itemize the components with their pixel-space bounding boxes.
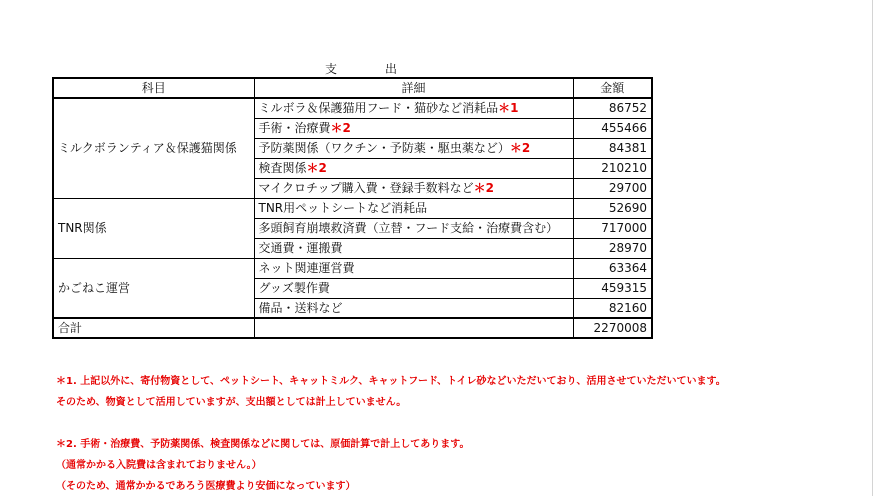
detail-cell [254,178,573,198]
amount-cell: 63364 [573,258,652,278]
detail-cell [254,238,573,258]
detail-text: ミルボラ＆保護猫用フード・猫砂など消耗品 [258,101,499,116]
note-2-line-2: （通常かかる入院費は含まれておりません。） [56,460,262,471]
detail-cell [254,298,573,318]
detail-cell [254,278,573,298]
amount-cell: 82160 [573,298,652,318]
detail-text: ネット関連運営費 [258,261,355,275]
amount-cell: 52690 [573,198,652,218]
detail-cell [254,158,573,178]
header-row [53,78,652,98]
table-row [53,198,652,218]
detail-cell [254,138,573,158]
amount-cell: 717000 [573,218,652,238]
category-cell: かごねこ運営 [53,258,254,318]
detail-text: グッズ製作費 [258,281,330,295]
expense-table [52,77,653,339]
detail-cell [254,198,573,218]
header-detail: 詳細 [254,78,573,98]
detail-cell [254,118,573,138]
detail-cell [254,98,573,118]
total-empty-cell [254,318,573,338]
amount-cell: 86752 [573,98,652,118]
header-category: 科目 [53,78,254,98]
detail-text: 予防薬関係（ワクチン・予防薬・駆虫薬など） [258,141,510,155]
detail-text: TNR用ペットシートなど消耗品 [258,201,428,215]
detail-cell [254,258,573,278]
footnote-mark: ＊1 [498,101,519,116]
header-amount: 金額 [573,78,652,98]
total-label: 合計 [53,318,254,338]
table-row [53,98,652,118]
table-body [53,98,652,338]
detail-text: 多頭飼育崩壊救済費（立替・フード支給・治療費含む） [258,221,559,235]
detail-text: 手術・治療費 [258,121,331,135]
detail-text: 備品・送料など [258,300,343,315]
note-1-line-1: ＊1. 上記以外に、寄付物資として、ペットシート、キャットミルク、キャットフード、トイレ砂などいただいており、活用させていただいています。 [56,376,726,387]
note-2-line-3: （そのため、通常かかるであろう医療費より安価になっています） [56,481,356,492]
category-cell: ミルクボランティア＆保護猫関係 [53,98,254,198]
amount-cell: 210210 [573,158,652,178]
amount-cell: 455466 [573,118,652,138]
total-amount: 2270008 [573,318,652,338]
footnote-mark: ＊2 [473,181,495,195]
detail-cell [254,218,573,238]
amount-cell: 28970 [573,238,652,258]
amount-cell: 84381 [573,138,652,158]
page-title: 支 出 [325,62,416,76]
total-row [53,318,652,338]
category-cell: TNR関係 [53,198,254,258]
note-1-line-2: そのため、物資として活用していますが、支出額としては計上していません。 [56,397,407,408]
detail-text: マイクロチップ購入費・登録手数料など [258,181,474,195]
footnote-mark: ＊2 [306,161,327,175]
detail-text: 交通費・運搬費 [258,241,343,255]
footnote-mark: ＊2 [509,141,531,155]
table-row [53,258,652,278]
footnote-mark: ＊2 [330,121,351,135]
page-edge-line [872,0,873,496]
detail-text: 検査関係 [258,161,307,175]
amount-cell: 29700 [573,178,652,198]
note-2-line-1: ＊2. 手術・治療費、予防薬関係、検査関係などに関しては、原価計算で計上してあります。 [56,439,470,450]
amount-cell: 459315 [573,278,652,298]
